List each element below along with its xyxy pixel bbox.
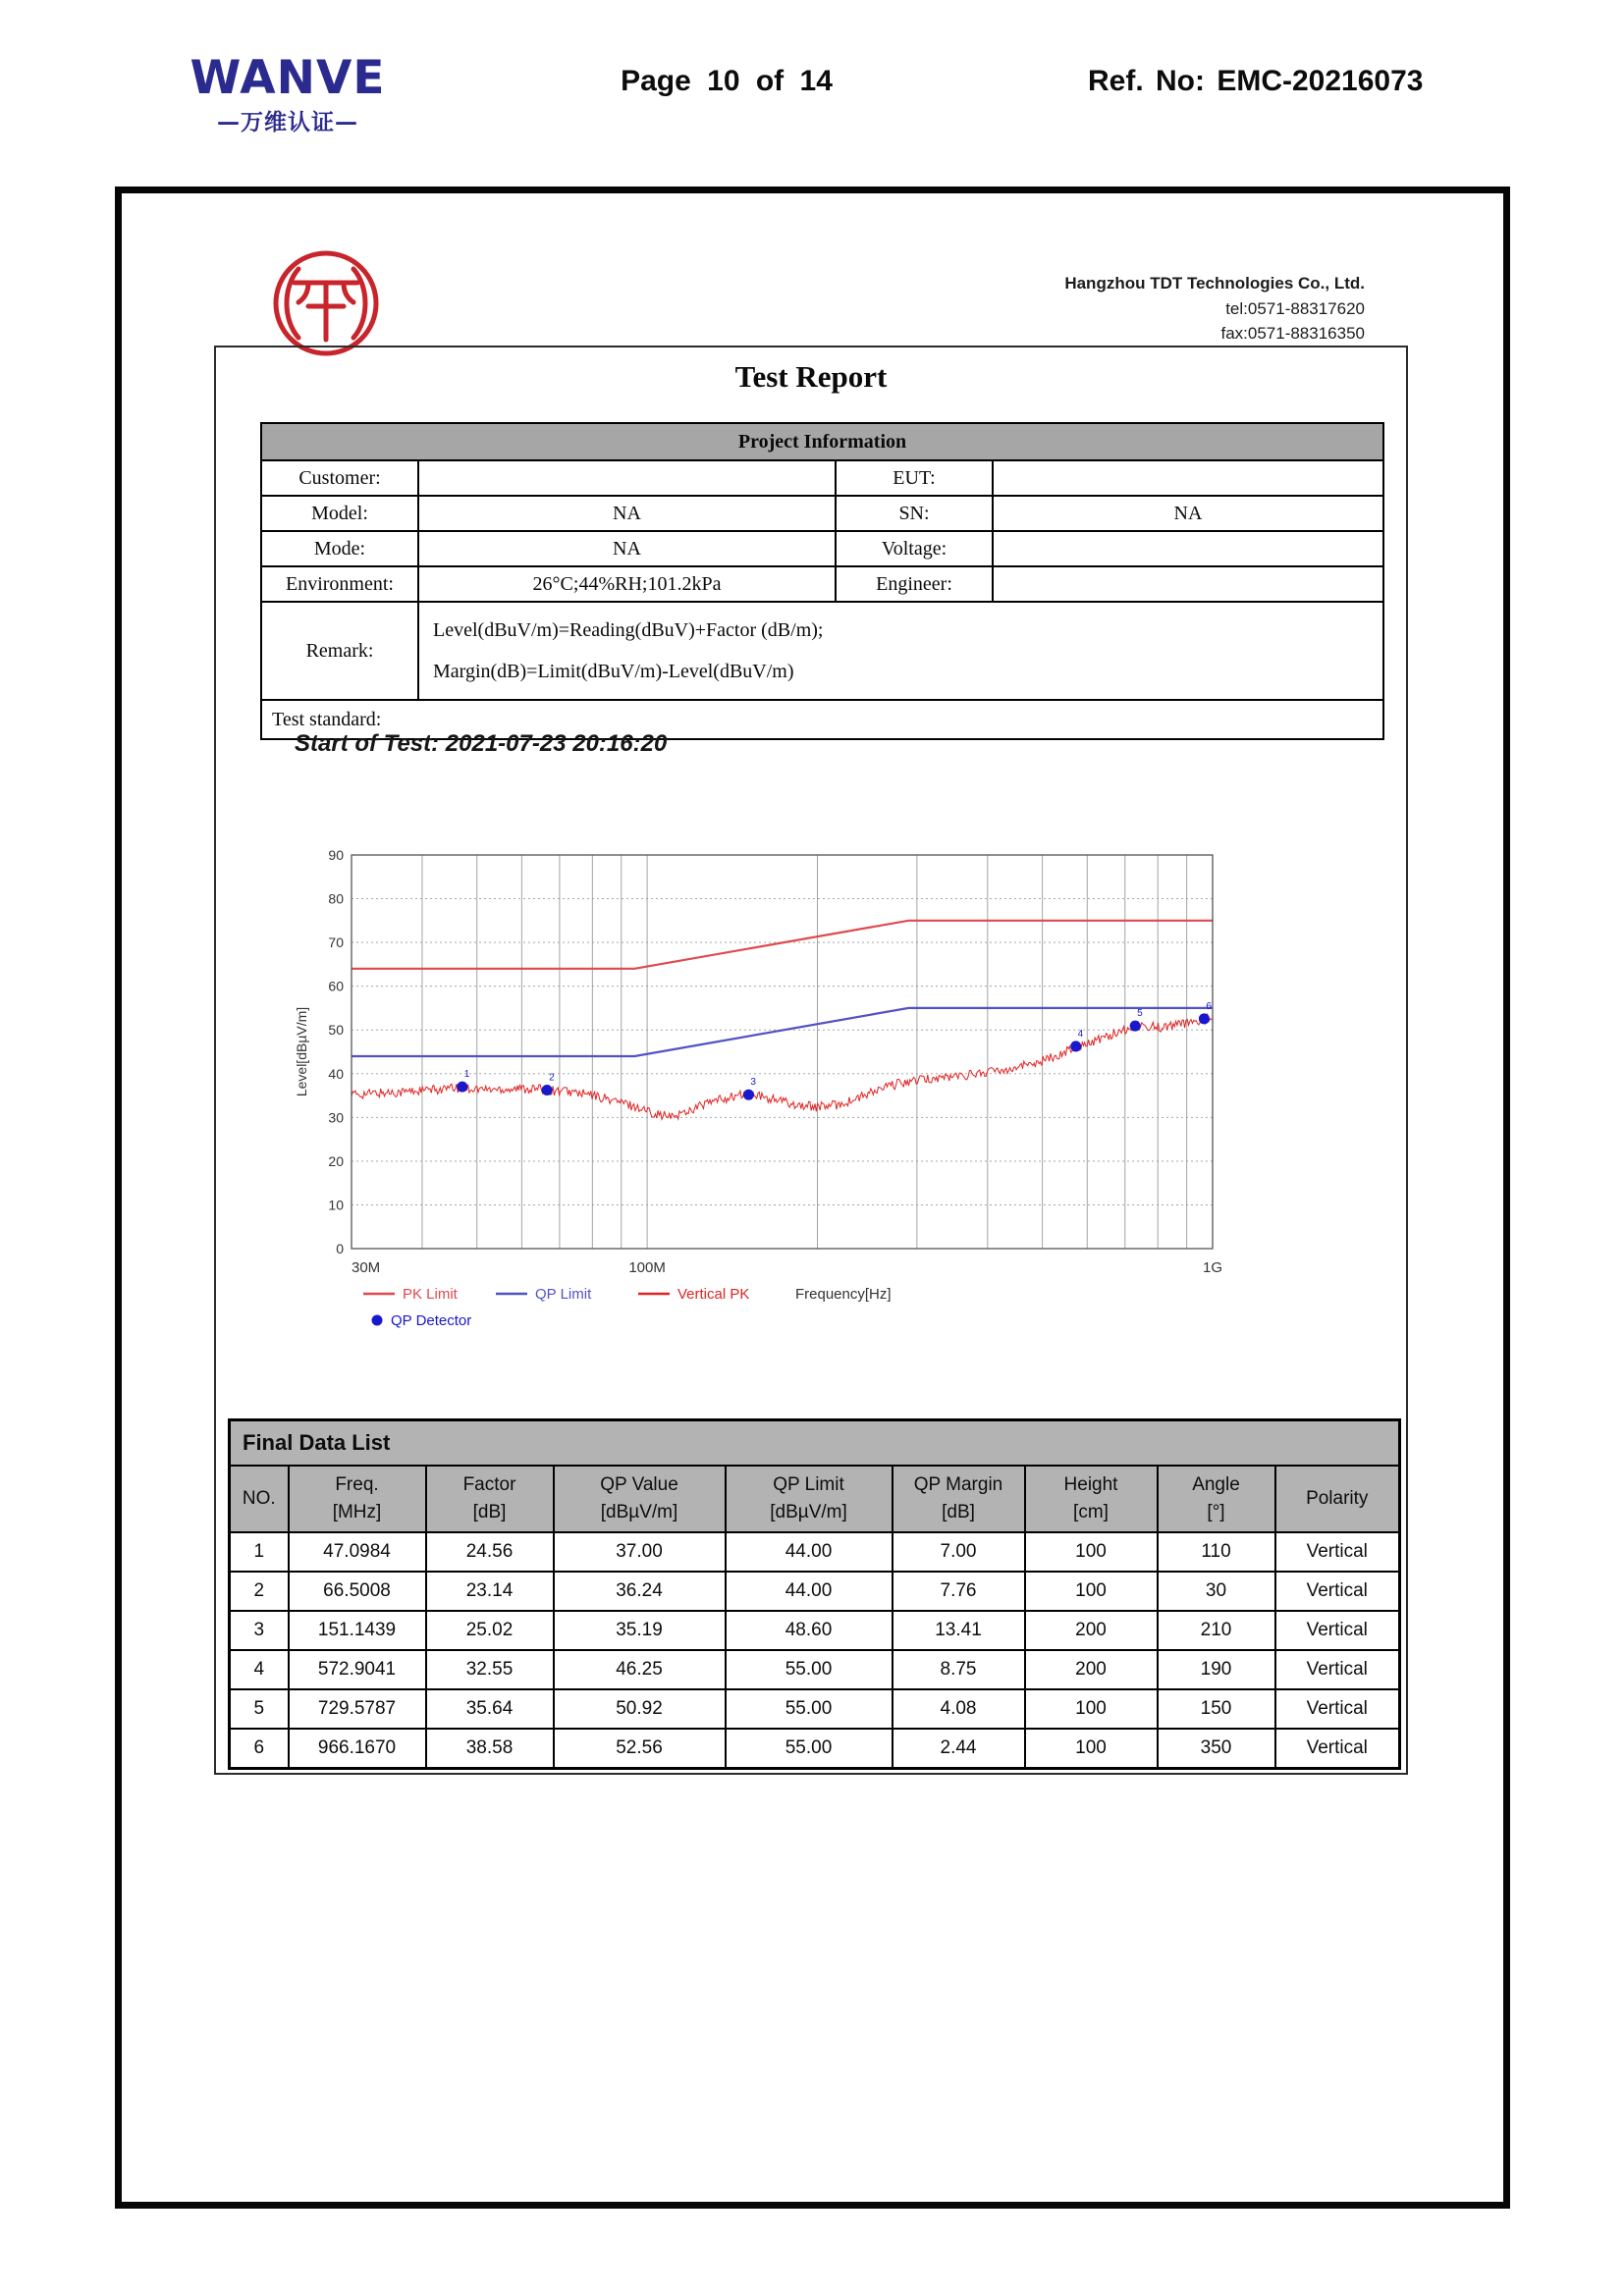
table-cell: 35.19 — [554, 1611, 726, 1650]
project-info-header: Project Information — [261, 423, 1383, 460]
svg-text:100M: 100M — [628, 1259, 666, 1276]
table-cell: Vertical — [1275, 1729, 1400, 1769]
svg-text:80: 80 — [328, 890, 344, 907]
table-cell: 44.00 — [726, 1532, 893, 1572]
svg-text:10: 10 — [328, 1197, 344, 1213]
pk-limit-line — [352, 921, 1213, 969]
column-header: Freq. [MHz] — [289, 1466, 426, 1532]
table-cell: 350 — [1158, 1729, 1275, 1769]
remark-line-2: Margin(dB)=Limit(dBuV/m)-Level(dBuV/m) — [433, 661, 794, 682]
model-label: Model: — [261, 496, 418, 531]
column-header: Angle [°] — [1158, 1466, 1275, 1532]
company-info — [972, 271, 1365, 347]
svg-text:6: 6 — [1206, 1000, 1212, 1012]
environment-label: Environment: — [261, 566, 418, 602]
table-cell: 52.56 — [554, 1729, 726, 1769]
table-cell: 6 — [230, 1729, 289, 1769]
table-cell: 110 — [1158, 1532, 1275, 1572]
table-cell: 24.56 — [426, 1532, 554, 1572]
svg-text:20: 20 — [328, 1152, 344, 1169]
table-cell: 2.44 — [893, 1729, 1025, 1769]
svg-text:5: 5 — [1137, 1008, 1143, 1020]
svg-text:1G: 1G — [1202, 1259, 1223, 1276]
table-cell: 210 — [1158, 1611, 1275, 1650]
customer-value — [418, 460, 836, 496]
table-row — [230, 1572, 1400, 1611]
test-standard-label: Test standard: — [261, 700, 1383, 739]
column-header: QP Value [dBµV/m] — [554, 1466, 726, 1532]
svg-text:QP Limit: QP Limit — [535, 1286, 592, 1303]
logo-wordmark: WANVE — [189, 51, 386, 105]
eut-label: EUT: — [836, 460, 993, 496]
sn-label: SN: — [836, 496, 993, 531]
table-cell: 35.64 — [426, 1689, 554, 1729]
table-cell: 38.58 — [426, 1729, 554, 1769]
column-header: QP Limit [dBµV/m] — [726, 1466, 893, 1532]
table-cell: 3 — [230, 1611, 289, 1650]
svg-text:40: 40 — [328, 1065, 344, 1082]
table-cell: 66.5008 — [289, 1572, 426, 1611]
column-header: Factor [dB] — [426, 1466, 554, 1532]
emc-chart — [283, 807, 1324, 1357]
svg-text:60: 60 — [328, 978, 344, 994]
company-fax: fax:0571-88316350 — [1220, 324, 1365, 343]
table-cell: 7.00 — [893, 1532, 1025, 1572]
table-cell: 100 — [1025, 1532, 1158, 1572]
report-title: Test Report — [734, 359, 888, 394]
final-data-table — [228, 1418, 1401, 1770]
table-row — [230, 1689, 1400, 1729]
table-cell: 572.9041 — [289, 1650, 426, 1689]
chart-legend — [363, 1286, 892, 1329]
table-cell: 55.00 — [726, 1650, 893, 1689]
table-cell: 30 — [1158, 1572, 1275, 1611]
table-cell: 25.02 — [426, 1611, 554, 1650]
final-data-title: Final Data List — [230, 1420, 1400, 1467]
column-header: Height [cm] — [1025, 1466, 1158, 1532]
svg-text:90: 90 — [328, 847, 344, 863]
table-cell: Vertical — [1275, 1532, 1400, 1572]
chart-axis-labels — [294, 847, 1222, 1276]
table-cell: 36.24 — [554, 1572, 726, 1611]
company-tel: tel:0571-88317620 — [1225, 298, 1365, 318]
company-seal-icon — [269, 245, 383, 361]
svg-text:30M: 30M — [352, 1259, 381, 1276]
company-name: Hangzhou TDT Technologies Co., Ltd. — [1064, 274, 1365, 293]
svg-text:1: 1 — [463, 1069, 470, 1081]
table-cell: 100 — [1025, 1729, 1158, 1769]
page-number: Page 10 of 14 — [621, 65, 833, 97]
table-cell: 966.1670 — [289, 1729, 426, 1769]
table-cell: 48.60 — [726, 1611, 893, 1650]
svg-text:QP Detector: QP Detector — [391, 1312, 472, 1329]
model-value: NA — [418, 496, 836, 531]
table-cell: Vertical — [1275, 1650, 1400, 1689]
table-cell: 50.92 — [554, 1689, 726, 1729]
table-cell: 47.0984 — [289, 1532, 426, 1572]
voltage-value — [993, 531, 1383, 566]
column-header: QP Margin [dB] — [893, 1466, 1025, 1532]
mode-label: Mode: — [261, 531, 418, 566]
table-cell: 4 — [230, 1650, 289, 1689]
table-cell: 151.1439 — [289, 1611, 426, 1650]
svg-text:50: 50 — [328, 1022, 344, 1039]
voltage-label: Voltage: — [836, 531, 993, 566]
table-cell: 200 — [1025, 1650, 1158, 1689]
engineer-label: Engineer: — [836, 566, 993, 602]
table-cell: 46.25 — [554, 1650, 726, 1689]
svg-text:0: 0 — [336, 1241, 344, 1256]
emissions-chart — [283, 807, 1324, 1357]
table-cell: 44.00 — [726, 1572, 893, 1611]
table-cell: 4.08 — [893, 1689, 1025, 1729]
table-cell: 1 — [230, 1532, 289, 1572]
column-header: NO. — [230, 1466, 289, 1532]
svg-text:3: 3 — [750, 1077, 756, 1089]
svg-text:70: 70 — [328, 934, 344, 951]
svg-text:Frequency[Hz]: Frequency[Hz] — [795, 1286, 892, 1303]
logo-chinese-subtext: —万维认证— — [217, 110, 358, 135]
remark-line-1: Level(dBuV/m)=Reading(dBuV)+Factor (dB/m); — [433, 619, 824, 641]
table-cell: 23.14 — [426, 1572, 554, 1611]
qp-detector-points — [457, 1001, 1212, 1100]
column-header: Polarity — [1275, 1466, 1400, 1532]
table-cell: 100 — [1025, 1689, 1158, 1729]
table-cell: 200 — [1025, 1611, 1158, 1650]
chart-gridlines — [352, 855, 1213, 1249]
reference-number: Ref. No: EMC-20216073 — [1088, 65, 1424, 97]
svg-text:2: 2 — [549, 1072, 555, 1084]
remark-label: Remark: — [261, 602, 418, 700]
environment-value: 26°C;44%RH;101.2kPa — [418, 566, 836, 602]
table-row — [230, 1729, 1400, 1769]
engineer-value — [993, 566, 1383, 602]
table-row — [230, 1611, 1400, 1650]
svg-text:30: 30 — [328, 1109, 344, 1126]
table-cell: 150 — [1158, 1689, 1275, 1729]
sn-value: NA — [993, 496, 1383, 531]
mode-value: NA — [418, 531, 836, 566]
table-row — [230, 1650, 1400, 1689]
table-cell: 100 — [1025, 1572, 1158, 1611]
table-cell: 13.41 — [893, 1611, 1025, 1650]
table-cell: 37.00 — [554, 1532, 726, 1572]
table-cell: 55.00 — [726, 1689, 893, 1729]
svg-text:Level[dBµV/m]: Level[dBµV/m] — [294, 1006, 309, 1097]
svg-text:Vertical PK: Vertical PK — [677, 1286, 750, 1303]
table-cell: 8.75 — [893, 1650, 1025, 1689]
svg-text:4: 4 — [1077, 1028, 1084, 1040]
svg-text:PK Limit: PK Limit — [403, 1286, 458, 1303]
remark-value — [418, 602, 1383, 700]
table-cell: 5 — [230, 1689, 289, 1729]
eut-value — [993, 460, 1383, 496]
table-row — [230, 1532, 1400, 1572]
table-cell: 55.00 — [726, 1729, 893, 1769]
wanve-logo — [155, 51, 420, 136]
start-of-test: Start of Test: 2021-07-23 20:16:20 — [295, 730, 668, 757]
project-info-table — [260, 422, 1384, 740]
table-cell: 2 — [230, 1572, 289, 1611]
table-cell: 190 — [1158, 1650, 1275, 1689]
table-cell: 7.76 — [893, 1572, 1025, 1611]
customer-label: Customer: — [261, 460, 418, 496]
table-cell: Vertical — [1275, 1689, 1400, 1729]
qp-limit-line — [352, 1008, 1213, 1056]
table-cell: Vertical — [1275, 1611, 1400, 1650]
table-cell: Vertical — [1275, 1572, 1400, 1611]
table-cell: 32.55 — [426, 1650, 554, 1689]
table-cell: 729.5787 — [289, 1689, 426, 1729]
